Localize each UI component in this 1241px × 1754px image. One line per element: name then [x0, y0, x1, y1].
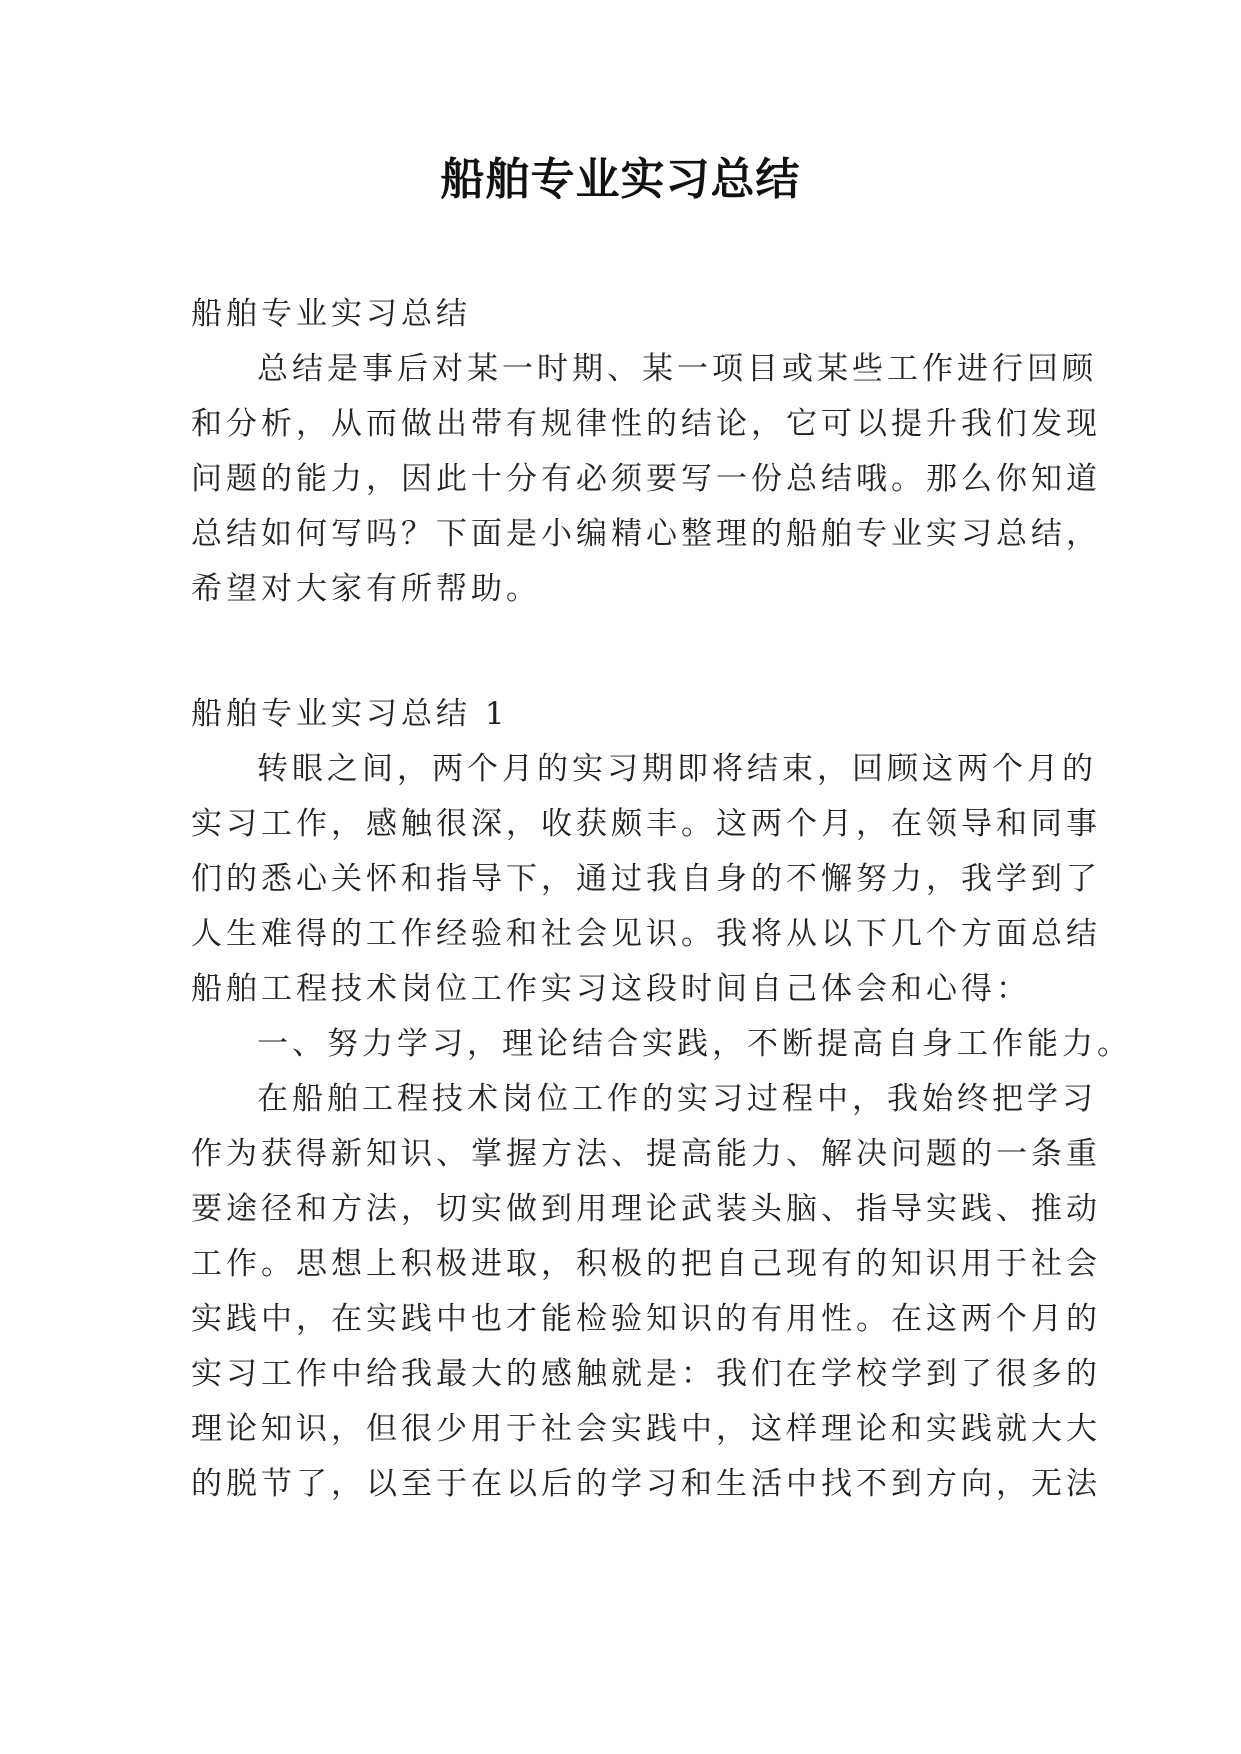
intro-line: 总结是事后对某一时期、某一项目或某些工作进行回顾 — [257, 351, 1097, 387]
paragraph-line: 们的悉心关怀和指导下，通过我自身的不懈努力，我学到了 — [191, 861, 1101, 897]
paragraph-line: 转眼之间，两个月的实习期即将结束，回顾这两个月的 — [257, 751, 1097, 787]
section-heading: 船舶专业实习总结 1 — [191, 696, 509, 732]
intro-line: 希望对大家有所帮助。 — [191, 571, 541, 607]
paragraph-line: 人生难得的工作经验和社会见识。我将从以下几个方面总结 — [191, 916, 1101, 952]
paragraph-line: 工作。思想上积极进取，积极的把自己现有的知识用于社会 — [191, 1246, 1101, 1282]
section-gap — [191, 617, 1071, 687]
document-title: 船舶专业实习总结 — [440, 154, 801, 205]
point-heading: 一、努力学习，理论结合实践，不断提高自身工作能力。 — [257, 1026, 1132, 1062]
paragraph-line: 实践中，在实践中也才能检验知识的有用性。在这两个月的 — [191, 1301, 1101, 1337]
paragraph-line: 实习工作中给我最大的感触就是：我们在学校学到了很多的 — [191, 1356, 1101, 1392]
paragraph-line: 的脱节了，以至于在以后的学习和生活中找不到方向，无法 — [191, 1466, 1101, 1502]
paragraph-line: 作为获得新知识、掌握方法、提高能力、解决问题的一条重 — [191, 1136, 1101, 1172]
intro-line: 问题的能力，因此十分有必须要写一份总结哦。那么你知道 — [191, 461, 1101, 497]
document-body — [191, 287, 1132, 1512]
paragraph-line: 船舶工程技术岗位工作实习这段时间自己体会和心得： — [191, 971, 1031, 1007]
intro-line: 总结如何写吗？下面是小编精心整理的船舶专业实习总结， — [191, 516, 1101, 552]
paragraph-line: 理论知识，但很少用于社会实践中，这样理论和实践就大大 — [191, 1411, 1101, 1447]
intro-heading: 船舶专业实习总结 — [191, 296, 471, 332]
intro-line: 和分析，从而做出带有规律性的结论，它可以提升我们发现 — [191, 406, 1101, 442]
paragraph-line: 在船舶工程技术岗位工作的实习过程中，我始终把学习 — [257, 1081, 1097, 1117]
paragraph-line: 要途径和方法，切实做到用理论武装头脑、指导实践、推动 — [191, 1191, 1101, 1227]
paragraph-line: 实习工作，感触很深，收获颇丰。这两个月，在领导和同事 — [191, 806, 1101, 842]
